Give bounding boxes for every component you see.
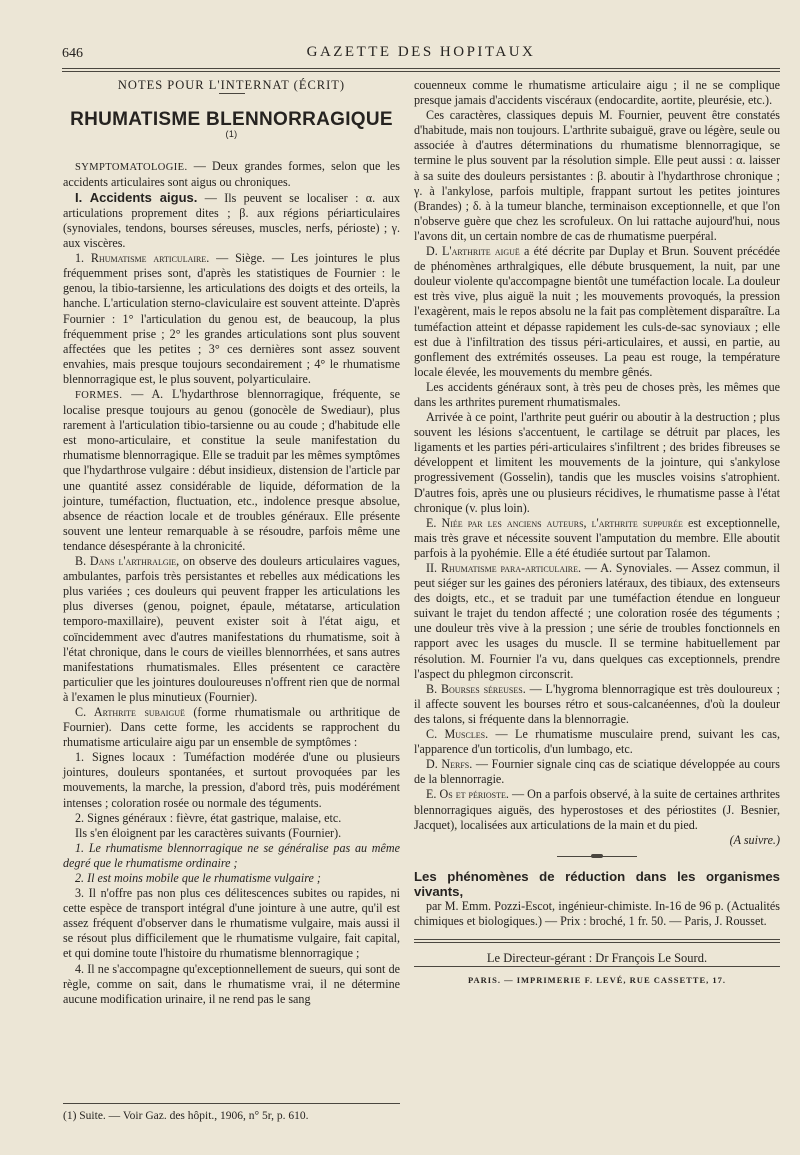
paragraph: C. Muscles. — Le rhumatisme musculaire prend, suivant les cas, l'apparence d'un torticolis, d'un lumbago, etc. (414, 727, 780, 757)
paragraph: E. Os et périoste. — On a parfois observé, à la suite de certaines arthrites blennorragiques aiguës, des hyperostoses et des périostites (J. Besnier, Jacquet), localisées aux articulations de la main et du pied. (414, 787, 781, 832)
to-be-continued: (A suivre.) (729, 832, 780, 847)
paragraph: SYMPTOMATOLOGIE. — Deux grandes formes, selon que les accidents articulaires sont aigus ou chroniques. (63, 158, 400, 189)
paragraph: D. Nerfs. — Fournier signale cinq cas de sciatique développée au cours de la blennorragie. (414, 757, 780, 787)
paragraph: 1. Rhumatisme articulaire. — Siège. — Les jointures le plus fréquemment prises sont, d'après les statistiques de Fournier : le genou, la tibio-tarsienne, les articulations des doigts et des orteils, la hanche. L'articulation sterno-claviculaire est souvent atteinte. D'après Fournier : 1° l'articulation du genou est, de beaucoup, la plus fréquemment prise ; 2° les grandes articulations sont plus souvent affectées que les petites ; 3° ces dernières sont assez souvent envahies, mais presque toujours secondairement ; 4° le rhumatisme blennorragique est, le plus souvent, polyarticulaire. (63, 251, 400, 386)
paragraph: E. Niée par les anciens auteurs, l'arthrite suppurée est exceptionnelle, mais très grave et nécessite souvent l'amputation du membre. Elle aboutit parfois à la pyohémie. Elle a été étudiée surtout par Talamon. (414, 515, 780, 560)
running-title: GAZETTE DES HOPITAUX (306, 44, 536, 60)
footnote-rule (63, 1103, 400, 1104)
paragraph: FORMES. — A. L'hydarthrose blennorragique, fréquente, se localise presque toujours au genou (gonocèle de Swediaur), plus rarement à l'articulation tibio-tarsienne ou au coude ; d'habitude elle est mono-articulaire, et constitue la seule manifestation du rhumatisme blennorragique. Elle se traduit par les mêmes symptômes que l'hydarthrose vulgaire : début insidieux, distension de l'article par une quantité assez considérable de liquide, déformation de la jointure, tuméfaction, fluctuation, etc., indolence presque absolue, absence de réaction locale et de troubles généraux. Elle présente souvent une lenteur remarquable à se résoudre, parfois même une tendance désespérante à la chronicité. (63, 387, 400, 553)
imprint-line: PARIS. — IMPRIMERIE F. LEVÉ, RUE CASSETTE, 17. (467, 975, 727, 986)
page-number: 646 (62, 46, 83, 61)
paragraph: Ils s'en éloignent par les caractères suivants (Fournier). (75, 825, 342, 840)
director-line: Le Directeur-gérant : Dr François Le Sourd. (486, 951, 708, 966)
announcement-title: Les phénomènes de réduction dans les organismes vivants, (414, 868, 780, 899)
paragraph: I. Accidents aigus. — Ils peuvent se localiser : α. aux articulations proprement dites ; β. aux régions périarticulaires (synoviales, tendons, bourses séreuses, muscles, nerfs, périoste) ; γ. aux viscères. (63, 189, 400, 251)
paragraph: 1. Signes locaux : Tuméfaction modérée d'une ou plusieurs jointures, douleurs spontanées, et surtout provoquées par les mouvements, la marche, la pression, d'abord très, puis modérément intenses ; coloration rosée ou normale des téguments. (63, 750, 400, 810)
paragraph: 4. Il ne s'accompagne qu'exceptionnellement de sueurs, qui sont de règle, comme on sait, dans le rhumatisme vrai, il ne détermine aucune modification urinaire, il ne rend pas le sang (63, 961, 400, 1006)
paragraph: Arrivée à ce point, l'arthrite peut guérir ou aboutir à la destruction ; plus souvent les lésions s'accentuent, le cartilage se détruit par places, les ligaments et les parties péri-articulaires s'infiltrent ; des brides fibreuses se développent et limitent les mouvements de la jointure, qui s'ankylose progressivement (Gosselin), tandis que les muscles voisins s'atrophient. D'autres fois, après une ou plusieurs récidives, le rhumatisme passe à l'état chronique (v. plus loin). (414, 410, 780, 515)
left-column (63, 78, 400, 1007)
paragraph: 3. Il n'offre pas non plus ces délitescences subites ou rapides, ni cette espèce de transport intégral d'une jointure à une autre, qu'il est assez fréquent d'observer dans le rhumatisme vulgaire, mais aussi il se résout plus difficilement que le rhumatisme vulgaire, fait capital, et qui domine toute l'histoire du rhumatisme blennorragique ; (63, 886, 400, 961)
director-rule (414, 939, 780, 943)
paragraph: II. Rhumatisme para-articulaire. — A. Synoviales. — Assez commun, il peut siéger sur les gaines des péroniers latéraux, des tibiaux, des extenseurs des doigts, etc., et se traduit par une tuméfaction étendue en longueur suivant le trajet du tendon affecté ; une coloration rosée des téguments ; une douleur très vive à la pression ; une série de troubles fonctionnels en rapport avec les usages du muscle. Il se termine habituellement par résolution. M. Fournier l'a vu, dans quelques cas exceptionnels, prendre l'aspect du phlegmon circonscrit. (414, 561, 780, 681)
paragraph: 2. Signes généraux : fièvre, état gastrique, malaise, etc. (75, 810, 342, 825)
footnote: (1) Suite. — Voir Gaz. des hôpit., 1906, n° 5r, p. 610. (63, 1110, 309, 1122)
paragraph: D. L'arthrite aiguë a été décrite par Duplay et Brun. Souvent précédée de phénomènes arthralgiques, elle débute brusquement, la nuit, par une douleur violente qu'accompagne bientôt une tuméfaction locale. La douleur est très vive, plus aiguë la nuit ; les mouvements provoqués, la pression l'exagèrent, mais le repos absolu ne la fait pas complètement disparaître. La tuméfaction atteint et dépasse rapidement les culs-de-sac synoviaux ; elle est due à l'infiltration des tissus péri-articulaires, et aussi, en partie, au gonflement des extrémités osseuses. La peau est rouge, la température locale élevée, les mouvements du membre gênés. (414, 244, 780, 379)
header-rule (62, 68, 780, 69)
header-rule-second (62, 71, 780, 72)
paragraph: C. Arthrite subaiguë (forme rhumatismale ou arthritique de Fournier). Dans cette forme, les accidents se rapprochent du rhumatisme articulaire aigu par un ensemble de symptômes : (63, 704, 400, 750)
paragraph: couenneux comme le rhumatisme articulaire aigu ; il ne se complique presque jamais d'accidents viscéraux (endocardite, aortite, pleurésie, etc.). (414, 78, 780, 108)
paragraph: Ces caractères, classiques depuis M. Fournier, peuvent être constatés d'habitude, mais non toujours. L'arthrite subaiguë, grave ou légère, seule ou associée à d'autres déterminations du rhumatisme blennorragique, se termine le plus souvent par la résolution simple. Elle peut aussi : α. laisser à sa suite des douleurs persistantes : β. aboutir à l'hydarthrose chronique ; γ. à l'ankylose, parfois multiple, frappant surtout les petites jointures (Brandes) ; δ. à la tumeur blanche, terminaison exceptionnelle, et que l'on n'observe guère que chez les scrofuleux. On lui rattache aujourd'hui, nous l'avons dit, un certain nombre de cas de rhumatisme puerpéral. (414, 108, 780, 243)
right-column (414, 78, 780, 988)
paragraph: B. Bourses séreuses. — L'hygroma blennorragique est très douloureux ; il affecte souvent les bourses rétro et sous-calcanéennes, d'où la douleur des talons, si fréquente dans la blennorragie. (414, 681, 780, 726)
paragraph: 2. Il est moins mobile que le rhumatisme vulgaire ; (75, 871, 321, 886)
section-divider (219, 93, 245, 94)
ornament-divider (557, 856, 637, 857)
article-title: RHUMATISME BLENNORRAGIQUE $^{(1)}$ (70, 109, 393, 140)
section-label: NOTES POUR L'INTERNAT (ÉCRIT) (117, 78, 346, 92)
title-footnote-mark: (1) (225, 129, 238, 140)
imprint-rule (414, 966, 780, 967)
paragraph: Les accidents généraux sont, à très peu de choses près, les mêmes que dans les arthrites purement rhumatismales. (414, 379, 780, 409)
page-header (62, 44, 780, 64)
paragraph: 1. Le rhumatisme blennorragique ne se généralise pas au même degré que le rhumatisme ordinaire ; (63, 840, 400, 870)
announcement-text: par M. Emm. Pozzi-Escot, ingénieur-chimiste. In-16 de 96 p. (Actualités chimiques et biologiques.) — Prix : broché, 1 fr. 50. — Paris, J. Rousset. (414, 898, 780, 929)
paragraph: B. Dans l'arthralgie, on observe des douleurs articulaires vagues, ambulantes, parfois très persistantes et rebelles aux médications les plus variées ; ces douleurs qui peuvent frapper les articulations les plus diverses (genou, poignet, épaule, métatarse, articulation temporo-maxillaire), peuvent exister soit à l'état aigu, et coïncidemment avec d'autres manifestations du rhumatisme, soit à l'état chronique, dans le cours de vieilles blennorrhées, et sans autres manifestations rhumatismales. Elles présentent ce caractère particulier que les jointures douloureuses n'offrent rien que de normal à l'examen le plus minutieux (Fournier). (63, 554, 400, 704)
